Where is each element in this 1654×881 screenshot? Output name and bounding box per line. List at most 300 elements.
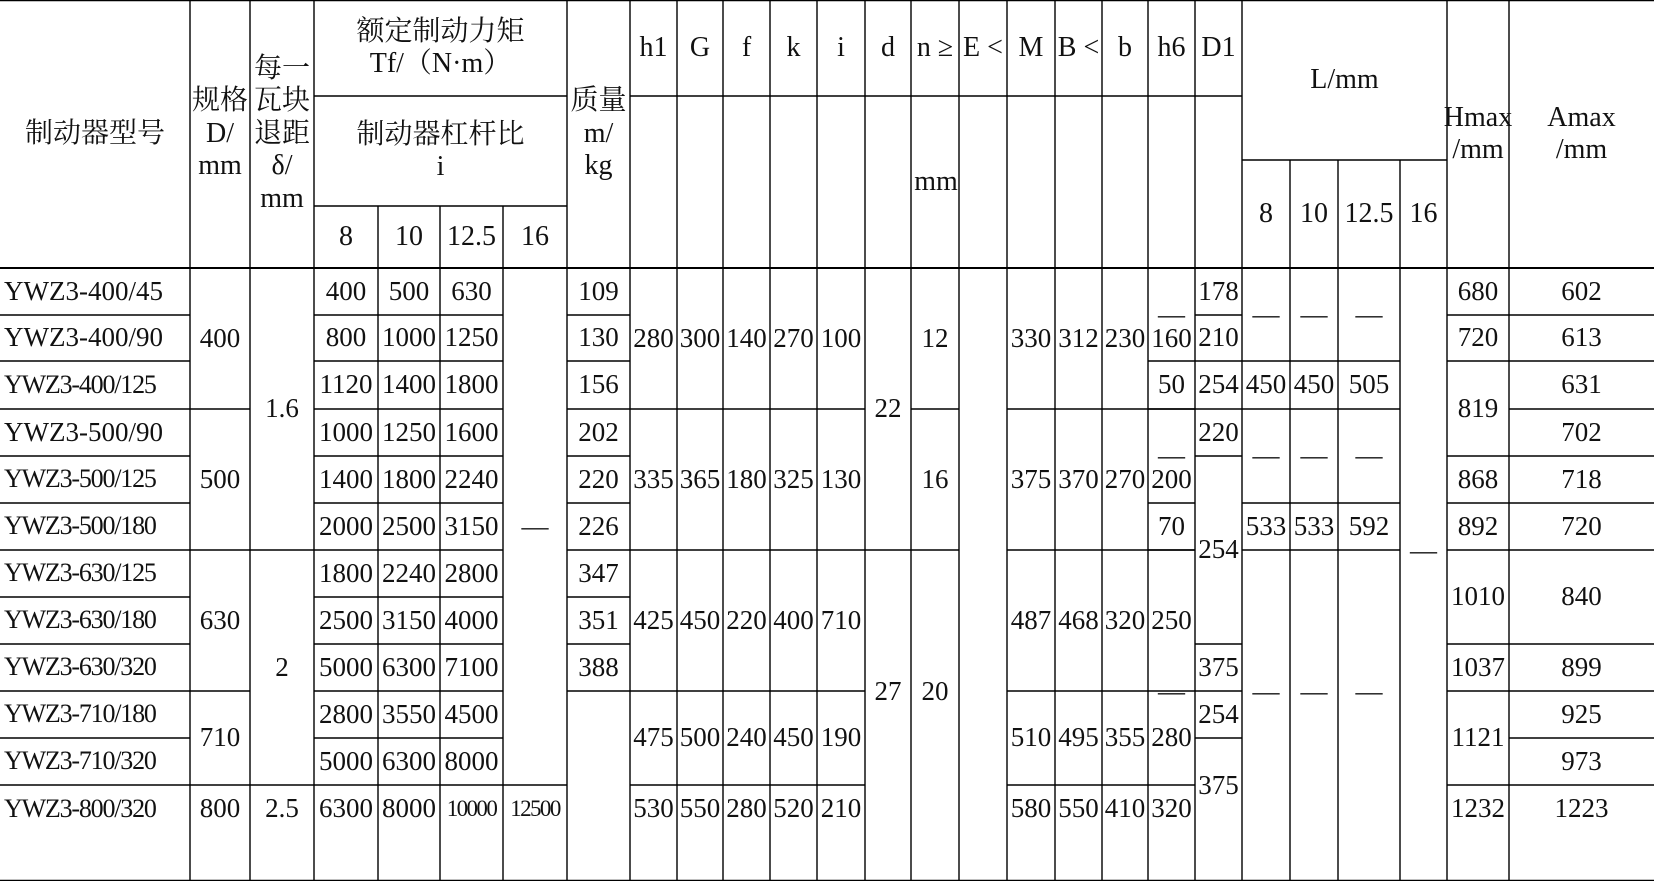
L16-dash-text: — — [1410, 534, 1437, 565]
header-L-0-text: 8 — [1259, 197, 1273, 229]
Hmax-cell-text: 1232 — [1451, 793, 1505, 824]
header-dim-1 — [677, 0, 723, 96]
model-cell — [0, 644, 190, 691]
D1-cell-text: 210 — [1198, 322, 1239, 353]
dim-f-text: 220 — [726, 604, 767, 635]
dim-h1 — [630, 409, 677, 550]
dim-E-text: 487 — [1010, 604, 1052, 635]
torque-8-text: 2000 — [319, 510, 373, 541]
header-retreat-text: mm — [260, 182, 304, 214]
delta-cell-text: 2 — [275, 651, 289, 682]
dim-G — [677, 550, 723, 691]
Hmax-cell — [1447, 691, 1509, 785]
header-mm-text: mm — [914, 165, 958, 197]
torque-12_5 — [440, 456, 503, 503]
Hmax-cell-text: 1037 — [1451, 651, 1505, 682]
Hmax-cell-text: 868 — [1457, 463, 1499, 494]
D1-cell — [1195, 315, 1242, 361]
Hmax-cell-text: 819 — [1457, 392, 1499, 423]
dim-h1-text: 335 — [633, 463, 674, 494]
torque-10 — [378, 691, 440, 738]
torque-8-text: 2800 — [319, 698, 373, 729]
Amax-cell-text: 1223 — [1554, 793, 1609, 824]
header-dim-2 — [723, 0, 770, 96]
D-cell-text: 800 — [199, 793, 241, 824]
dim-k-text: 450 — [773, 722, 814, 753]
torque-10 — [378, 315, 440, 361]
header-torque-text: 额定制动力矩 — [356, 15, 525, 47]
model-cell — [0, 550, 190, 597]
header-Amax-text: /mm — [1555, 134, 1608, 165]
header-dim-3 — [770, 0, 817, 96]
dim-n — [911, 409, 959, 550]
model-cell — [0, 409, 190, 456]
torque-10-text: 1000 — [382, 322, 436, 353]
model-cell-text: YWZ3-400/125 — [4, 369, 156, 399]
dim-b-text: 250 — [1151, 604, 1192, 635]
dim-G-text: 365 — [679, 463, 721, 494]
torque-16 — [503, 785, 567, 833]
L-cell-text: 450 — [1245, 369, 1287, 400]
D1-cell-text: 375 — [1198, 769, 1239, 800]
dim-f — [723, 409, 770, 550]
dim-G — [677, 409, 723, 550]
dim-i — [817, 550, 865, 691]
torque-12_5 — [440, 691, 503, 738]
dim-E — [1007, 785, 1055, 833]
torque-8-text: 6300 — [319, 793, 373, 824]
torque-8-text: 5000 — [319, 651, 373, 682]
D-cell-text: 500 — [199, 463, 241, 494]
mass-cell-text: 202 — [578, 416, 619, 447]
header-L-2 — [1338, 160, 1400, 268]
model-cell — [0, 361, 190, 409]
dim-h1 — [630, 268, 677, 409]
L-dash-text: — — [1355, 298, 1383, 329]
dim-E — [1007, 550, 1055, 691]
header-dim-4-text: i — [837, 31, 845, 63]
dim-n-text: 20 — [921, 675, 949, 706]
Amax-cell-text: 631 — [1561, 369, 1602, 400]
dim-d-text: 22 — [874, 393, 902, 424]
torque-8 — [314, 785, 378, 833]
D1-cell-text: 220 — [1198, 416, 1239, 447]
model-cell-text: YWZ3-630/320 — [4, 652, 156, 682]
dim-h1-text: 530 — [633, 793, 674, 824]
delta-cell — [250, 785, 314, 833]
torque-12_5-text: 630 — [451, 275, 492, 306]
header-ratio-1-text: 10 — [395, 220, 423, 252]
L-cell — [1242, 503, 1290, 550]
h6-dash — [1148, 409, 1195, 503]
torque-10-text: 6300 — [382, 651, 436, 682]
dim-n-text: 16 — [921, 463, 949, 494]
D-cell — [190, 409, 250, 550]
header-dim-4 — [817, 0, 865, 96]
model-cell-text: YWZ3-710/320 — [4, 746, 156, 776]
h6-cell-text: 50 — [1158, 369, 1185, 400]
L-dash — [1338, 268, 1400, 361]
dim-d — [865, 268, 911, 550]
Hmax-cell-text: 1010 — [1451, 581, 1505, 612]
Hmax-cell-text: 1121 — [1451, 722, 1505, 753]
torque-10 — [378, 738, 440, 785]
mass-cell-text: 351 — [578, 604, 619, 635]
dim-h1-text: 280 — [633, 322, 674, 353]
dim-M-text: 312 — [1058, 322, 1099, 353]
header-dim-11 — [1148, 0, 1195, 96]
L16-dash — [1400, 268, 1447, 833]
header-torque-text: Tf/（N·m） — [369, 48, 512, 79]
torque-10-text: 500 — [388, 275, 430, 306]
h6-cell — [1148, 503, 1195, 550]
torque-8-text: 5000 — [319, 745, 373, 776]
dim-b-text: 280 — [1151, 722, 1192, 753]
dim-B-text: 320 — [1104, 604, 1146, 635]
L-cell — [1338, 503, 1400, 550]
dim-n-text: 12 — [921, 322, 949, 353]
dim-h1 — [630, 785, 677, 833]
torque-12_5-text: 10000 — [446, 795, 497, 821]
dim-i-text: 210 — [820, 793, 862, 824]
torque-8 — [314, 550, 378, 597]
dim-k-text: 325 — [773, 463, 814, 494]
dim-f-text: 280 — [726, 793, 767, 824]
model-cell — [0, 456, 190, 503]
dim-h1 — [630, 691, 677, 785]
torque-8 — [314, 597, 378, 644]
L-cell-text: 592 — [1348, 510, 1390, 541]
dim-n — [911, 550, 959, 833]
dim-k-text: 270 — [773, 322, 814, 353]
L-dash-text: — — [1252, 675, 1280, 706]
header-spec-text: 规格 — [191, 85, 248, 117]
dim-i-text: 130 — [820, 463, 862, 494]
torque-12_5-text: 1600 — [444, 416, 499, 447]
D1-cell-text: 254 — [1198, 698, 1239, 729]
header-dim-5-text: d — [881, 31, 895, 63]
L-dash — [1290, 268, 1338, 361]
model-cell-text: YWZ3-630/125 — [4, 558, 156, 588]
Amax-cell-text: 702 — [1561, 416, 1602, 447]
torque-10 — [378, 550, 440, 597]
torque-8 — [314, 503, 378, 550]
torque-8-text: 1120 — [319, 369, 373, 400]
Hmax-cell — [1447, 268, 1509, 315]
torque-10-text: 2240 — [382, 557, 436, 588]
dim-B-text: 355 — [1104, 722, 1146, 753]
torque-8 — [314, 315, 378, 361]
D-cell — [190, 785, 250, 833]
header-spec — [190, 0, 250, 268]
dim-i — [817, 785, 865, 833]
delta-cell-text: 1.6 — [265, 393, 299, 424]
torque-10 — [378, 503, 440, 550]
h6-cell-text: 70 — [1158, 510, 1185, 541]
header-dim-9 — [1055, 0, 1102, 96]
Amax-cell-text: 899 — [1561, 651, 1602, 682]
torque-8 — [314, 361, 378, 409]
dim-f-text: 180 — [726, 463, 767, 494]
header-mass-text: kg — [584, 150, 613, 182]
header-torque — [314, 0, 567, 96]
D-cell — [190, 550, 250, 691]
Hmax-cell — [1447, 503, 1509, 550]
Hmax-cell — [1447, 456, 1509, 503]
dim-G — [677, 268, 723, 409]
dim-G-text: 450 — [679, 604, 721, 635]
dim-k — [770, 409, 817, 550]
dim-k-text: 520 — [773, 793, 814, 824]
mass-cell — [567, 268, 630, 315]
dim-G — [677, 691, 723, 785]
Amax-cell — [1509, 503, 1654, 550]
dim-E-text: 580 — [1010, 793, 1052, 824]
header-dim-11-text: h6 — [1157, 31, 1186, 63]
dim-i-text: 190 — [820, 722, 862, 753]
dim-M-text: 468 — [1058, 604, 1099, 635]
dim-h1-text: 475 — [633, 722, 674, 753]
Amax-cell — [1509, 409, 1654, 456]
header-dim-8-text: M — [1018, 31, 1044, 63]
model-cell-text: YWZ3-400/45 — [4, 275, 163, 306]
torque-12_5-text: 1250 — [444, 322, 499, 353]
header-dim-7 — [959, 0, 1007, 96]
Amax-cell-text: 602 — [1561, 275, 1602, 306]
Hmax-cell — [1447, 361, 1509, 456]
header-Hmax — [1443, 0, 1513, 268]
header-retreat-text: δ/ — [271, 150, 293, 182]
header-L-2-text: 12.5 — [1344, 197, 1394, 229]
D-cell — [190, 691, 250, 785]
delta-cell — [250, 550, 314, 785]
torque-10 — [378, 361, 440, 409]
Amax-cell-text: 840 — [1561, 581, 1602, 612]
model-cell-text: YWZ3-800/320 — [4, 793, 156, 823]
L-dash — [1242, 409, 1290, 503]
Amax-cell-text: 973 — [1561, 745, 1602, 776]
dim-f — [723, 550, 770, 691]
dim-G-text: 550 — [679, 793, 721, 824]
header-Amax-text: Amax — [1547, 101, 1616, 133]
torque-8 — [314, 738, 378, 785]
h6-dash — [1148, 268, 1195, 361]
model-cell-text: YWZ3-500/180 — [4, 511, 156, 541]
header-dim-6-text: n ≥ — [916, 31, 954, 63]
model-cell — [0, 785, 190, 833]
header-dim-0 — [630, 0, 677, 96]
L-dash — [1338, 409, 1400, 503]
header-dim-6 — [911, 0, 959, 96]
h6-dash-text: — — [1158, 440, 1185, 471]
model-cell-text: YWZ3-500/90 — [4, 416, 163, 447]
header-dim-3-text: k — [786, 31, 801, 63]
dim-b-text: 320 — [1151, 793, 1192, 824]
dim-B — [1102, 409, 1148, 550]
D1-cell — [1195, 456, 1242, 644]
header-mass-text: m/ — [583, 117, 614, 149]
header-mm — [630, 96, 1242, 268]
Hmax-cell — [1447, 550, 1509, 644]
torque-12_5 — [440, 503, 503, 550]
torque16-dash-text: — — [521, 510, 549, 541]
torque-8-text: 1000 — [319, 416, 373, 447]
torque-8-text: 400 — [325, 275, 367, 306]
dim-b-text: 200 — [1151, 463, 1192, 494]
header-L-1-text: 10 — [1300, 197, 1328, 229]
dim-E-text: 330 — [1010, 322, 1052, 353]
torque-12_5 — [440, 785, 503, 833]
header-ratio-1 — [378, 206, 440, 268]
Amax-cell-text: 718 — [1561, 463, 1602, 494]
header-dim-10-text: b — [1118, 31, 1132, 63]
torque-12_5 — [440, 644, 503, 691]
header-spec-text: D/ — [206, 117, 234, 149]
model-cell-text: YWZ3-500/125 — [4, 464, 156, 494]
dim-h1 — [630, 550, 677, 691]
mass-cell-text: 347 — [578, 557, 619, 588]
mass-cell-text: 388 — [578, 651, 619, 682]
Hmax-cell-text: 892 — [1457, 510, 1499, 541]
torque-8-text: 800 — [325, 322, 367, 353]
dim-i — [817, 409, 865, 550]
Amax-cell-text: 613 — [1561, 322, 1602, 353]
header-L-3 — [1400, 160, 1447, 268]
torque-10 — [378, 268, 440, 315]
dim-k-text: 400 — [773, 604, 814, 635]
Amax-cell — [1509, 785, 1654, 833]
header-lever-text: i — [436, 151, 445, 182]
D-cell — [190, 268, 250, 409]
dim-i-text: 100 — [820, 322, 862, 353]
model-cell — [0, 597, 190, 644]
torque-10 — [378, 785, 440, 833]
dim-M — [1055, 409, 1102, 550]
L-dash — [1290, 409, 1338, 503]
mass-cell — [567, 409, 630, 456]
Hmax-cell — [1447, 644, 1509, 691]
model-cell — [0, 738, 190, 785]
header-spec-text: mm — [198, 150, 242, 182]
D1-cell — [1195, 361, 1242, 409]
h6-cell — [1148, 361, 1195, 409]
header-retreat — [250, 0, 314, 268]
delta-cell-text: 2.5 — [265, 793, 299, 824]
torque-12_5 — [440, 597, 503, 644]
torque-12_5 — [440, 738, 503, 785]
torque-12_5 — [440, 550, 503, 597]
L-dash-text: — — [1252, 440, 1280, 471]
torque-12_5-text: 7100 — [444, 651, 499, 682]
dim-d-text: 27 — [874, 675, 902, 706]
torque-10 — [378, 409, 440, 456]
dim-k — [770, 268, 817, 409]
dim-f — [723, 691, 770, 785]
header-ratio-2 — [440, 206, 503, 268]
header-L-3-text: 16 — [1409, 197, 1438, 229]
delta-cell — [250, 268, 314, 550]
D1-cell-text: 254 — [1198, 369, 1239, 400]
D1-cell — [1195, 268, 1242, 315]
dim-k — [770, 785, 817, 833]
header-lever-text: 制动器杠杆比 — [356, 118, 525, 150]
mass-cell — [567, 361, 630, 409]
L-dash-text: — — [1252, 298, 1280, 329]
mass-cell-text: 130 — [578, 322, 619, 353]
dim-B — [1102, 691, 1148, 785]
header-dim-12 — [1195, 0, 1242, 96]
L-cell — [1338, 361, 1400, 409]
torque-12_5 — [440, 409, 503, 456]
Hmax-cell-text: 680 — [1457, 275, 1499, 306]
dim-b-text: 160 — [1151, 322, 1192, 353]
torque-12_5-text: 4000 — [444, 604, 499, 635]
model-cell — [0, 691, 190, 738]
header-dim-12-text: D1 — [1201, 31, 1236, 63]
torque16-dash — [503, 268, 567, 785]
torque-8 — [314, 268, 378, 315]
header-dim-5 — [865, 0, 911, 96]
mass-cell — [567, 315, 630, 361]
torque-12_5 — [440, 315, 503, 361]
header-L — [1242, 0, 1447, 160]
mass-cell-text: 220 — [578, 463, 619, 494]
header-retreat-text: 退距 — [253, 117, 310, 149]
model-cell-text: YWZ3-400/90 — [4, 322, 163, 353]
Amax-cell — [1509, 738, 1654, 785]
dim-f-text: 140 — [726, 322, 767, 353]
Hmax-cell — [1447, 315, 1509, 361]
dim-B — [1102, 785, 1148, 833]
D1-cell — [1195, 644, 1242, 691]
D-cell-text: 710 — [199, 722, 241, 753]
torque-8 — [314, 691, 378, 738]
torque-10-text: 1250 — [382, 416, 436, 447]
header-retreat-text: 瓦块 — [253, 85, 310, 117]
dim-M-text: 550 — [1058, 793, 1099, 824]
L-cell — [1290, 503, 1338, 550]
Hmax-cell — [1447, 785, 1509, 833]
torque-10-text: 6300 — [382, 745, 436, 776]
model-cell — [0, 268, 190, 315]
D1-cell-text: 178 — [1198, 275, 1239, 306]
dim-E — [1007, 409, 1055, 550]
dim-B — [1102, 550, 1148, 691]
L-dash-text: — — [1355, 675, 1383, 706]
torque-10-text: 1800 — [382, 463, 436, 494]
dim-k — [770, 691, 817, 785]
mass-cell-text: 226 — [578, 510, 619, 541]
header-mass-text: 质量 — [570, 85, 627, 117]
header-dim-9-text: B < — [1057, 31, 1100, 63]
dim-i-text: 710 — [820, 604, 862, 635]
dim-k — [770, 550, 817, 691]
Amax-cell — [1509, 315, 1654, 361]
torque-10-text: 8000 — [382, 793, 436, 824]
dim-M — [1055, 785, 1102, 833]
torque-10 — [378, 456, 440, 503]
D1-cell-text: 375 — [1198, 651, 1239, 682]
L-dash-text: — — [1300, 298, 1328, 329]
torque-10-text: 3550 — [382, 698, 436, 729]
torque-10 — [378, 597, 440, 644]
mass-cell-text: 109 — [578, 275, 619, 306]
D1-cell — [1195, 691, 1242, 738]
model-cell — [0, 315, 190, 361]
header-dim-1-text: G — [689, 31, 711, 63]
torque-12_5-text: 1800 — [444, 369, 499, 400]
dim-f — [723, 785, 770, 833]
